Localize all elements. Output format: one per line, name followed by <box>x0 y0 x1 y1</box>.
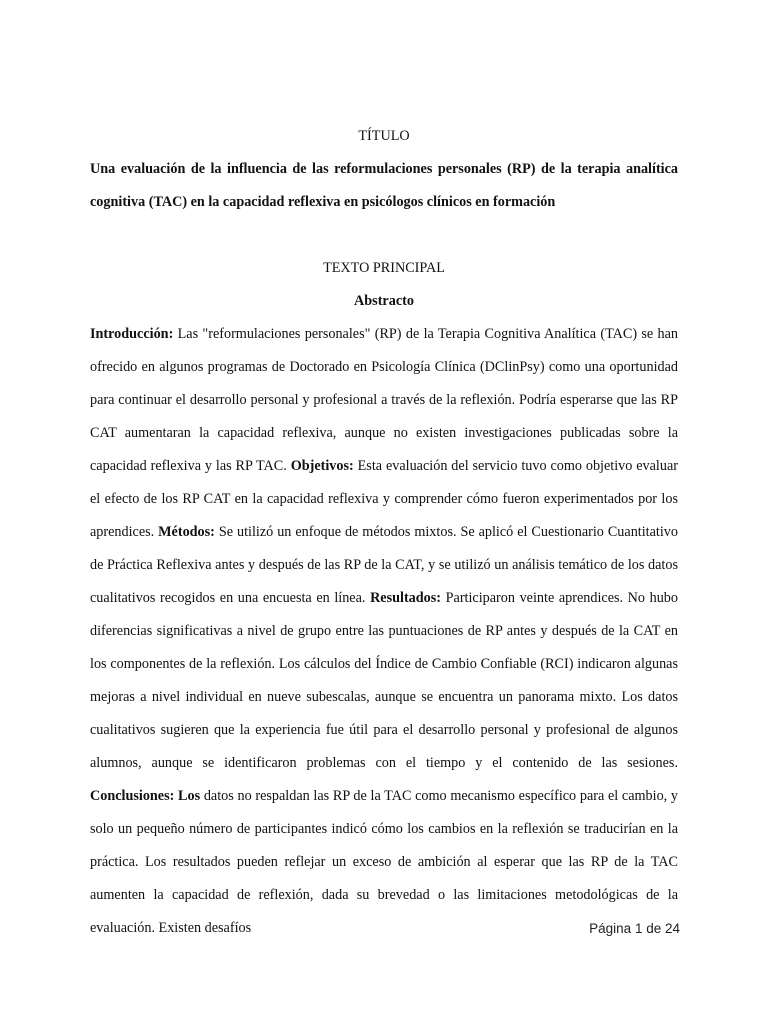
results-label: Resultados: <box>370 590 442 606</box>
introduction-text: Las "reformulaciones personales" (RP) de la Terapia Cognitiva Analítica (TAC) se han ofrecido en algunos programas de Doctorado en Psicología Clínica (DClinPsy) como una oportunidad para continuar el desarrollo personal y profesional a través de la reflexión. Podría esperarse que las RP CAT aumentaran la capacidad reflexiva, aunque no existen investigaciones publicadas sobre la capacidad reflexiva y las RP TAC. <box>90 326 678 474</box>
objectives-label: Objetivos: <box>290 458 354 474</box>
methods-label: Métodos: <box>158 524 215 540</box>
introduction-label: Introducción: <box>90 326 174 342</box>
section-heading: TEXTO PRINCIPAL <box>323 260 445 276</box>
results-text: Participaron veinte aprendices. No hubo diferencias significativas a nivel de grupo entre las puntuaciones de RP antes y después de la CAT en los componentes de la reflexión. Los cálculos del Índice de Cambio Confiable (RCI) indicaron algunas mejoras a nivel individual en nueve subescalas, aunque se encuentra un panorama mixto. Los datos cualitativos sugieren que la experiencia fue útil para el desarrollo personal y profesional de algunos alumnos, aunque se identificaron problemas con el tiempo y el contenido de las sesiones. <box>90 590 678 771</box>
document-title: Una evaluación de la influencia de las reformulaciones personales (RP) de la terapia analítica cognitiva (TAC) en la capacidad reflexiva en psicólogos clínicos en formación <box>90 161 678 210</box>
methods-text: Se utilizó un enfoque de métodos mixtos. Se aplicó el Cuestionario Cuantitativo de Práctica Reflexiva antes y después de las RP de la CAT, y se utilizó un análisis temático de los datos cualitativos recogidos en una encuesta en línea. <box>90 524 678 606</box>
objectives-text: Esta evaluación del servicio tuvo como objetivo evaluar el efecto de los RP CAT en la capacidad reflexiva y comprender cómo fueron experimentados por los aprendices. <box>90 458 678 540</box>
conclusions-text: datos no respaldan las RP de la TAC como mecanismo específico para el cambio, y solo un pequeño número de participantes indicó cómo los cambios en la reflexión se traducirían en la práctica. Los resultados pueden reflejar un exceso de ambición al esperar que las RP de la TAC aumenten la capacidad de reflexión, dada su brevedad o las limitaciones metodológicas de la evaluación. Existen desafíos <box>90 788 678 936</box>
spacer <box>90 219 678 252</box>
page-number: Página 1 de 24 <box>589 921 680 936</box>
conclusions-label: Conclusiones: Los <box>90 788 201 804</box>
title-heading: TÍTULO <box>358 128 410 144</box>
abstract-heading: Abstracto <box>354 293 414 309</box>
